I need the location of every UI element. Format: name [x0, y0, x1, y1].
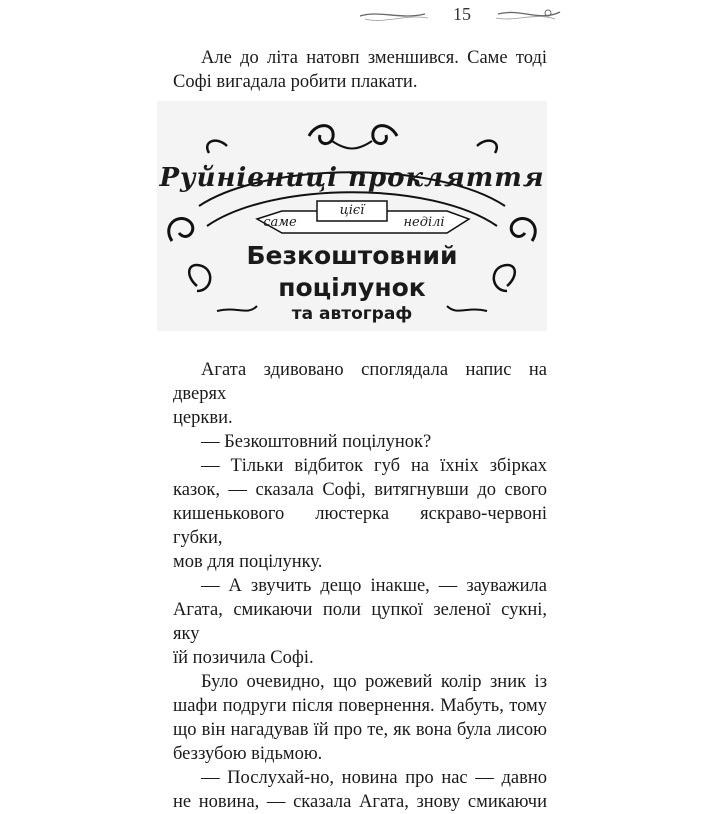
text-line: казок, — сказала Софі, витягнувши до свого: [173, 480, 547, 500]
poster-illustration: [157, 101, 547, 331]
header-ornament-icon: [0, 0, 720, 30]
poster-line-2: поцілунок: [278, 273, 426, 302]
text-line: церкви.: [173, 408, 233, 428]
paragraph: [173, 430, 547, 454]
paragraph: [173, 670, 547, 766]
text-line: Але до літа натовп зменшився. Саме тоді: [201, 48, 547, 68]
paragraph: [173, 454, 547, 574]
text-line: мов для поцілунку.: [173, 552, 323, 572]
page-number: 15: [453, 4, 471, 24]
text-line: кишенькового люстерка яскраво-червоні губки,: [173, 504, 547, 548]
text-line: Було очевидно, що рожевий колір зник із: [201, 672, 547, 692]
text-line: Агата, смикаючи поли цупкої зеленої сукні, яку: [173, 600, 547, 644]
paragraph: [173, 574, 547, 670]
poster-line-3: та автограф: [291, 304, 413, 324]
body-text: [173, 358, 547, 814]
ribbon-word: цієї: [339, 203, 365, 218]
text-line: — Тільки відбиток губ на їхніх збірках: [201, 456, 547, 476]
text-line: що він нагадував їй про те, як вона була лисою: [173, 720, 547, 740]
top-paragraph: [173, 46, 547, 94]
ribbon-word: неділі: [403, 215, 445, 230]
text-line: — Послухай-но, новина про нас — давно: [201, 768, 547, 788]
ribbon-word: саме: [263, 215, 297, 230]
poster-headline: Руйнівниці прокляття: [159, 163, 545, 193]
text-line: не новина, — сказала Агата, знову смикаючи: [173, 792, 547, 812]
paragraph: [173, 766, 547, 814]
text-line: Агата здивовано споглядала напис на дверях: [173, 360, 547, 404]
text-line: Софі вигадала робити плакати.: [173, 72, 418, 92]
text-line: — Безкоштовний поцілунок?: [201, 432, 432, 452]
poster-line-1: Безкоштовний: [246, 241, 458, 270]
running-header: [0, 0, 720, 30]
text-line: — А звучить дещо інакше, — зауважила: [201, 576, 547, 596]
text-line: шафи подруги після повернення. Мабуть, тому: [173, 696, 547, 716]
text-line: беззубою відьмою.: [173, 744, 323, 764]
text-line: їй позичила Софі.: [173, 648, 314, 668]
paragraph: [173, 358, 547, 430]
